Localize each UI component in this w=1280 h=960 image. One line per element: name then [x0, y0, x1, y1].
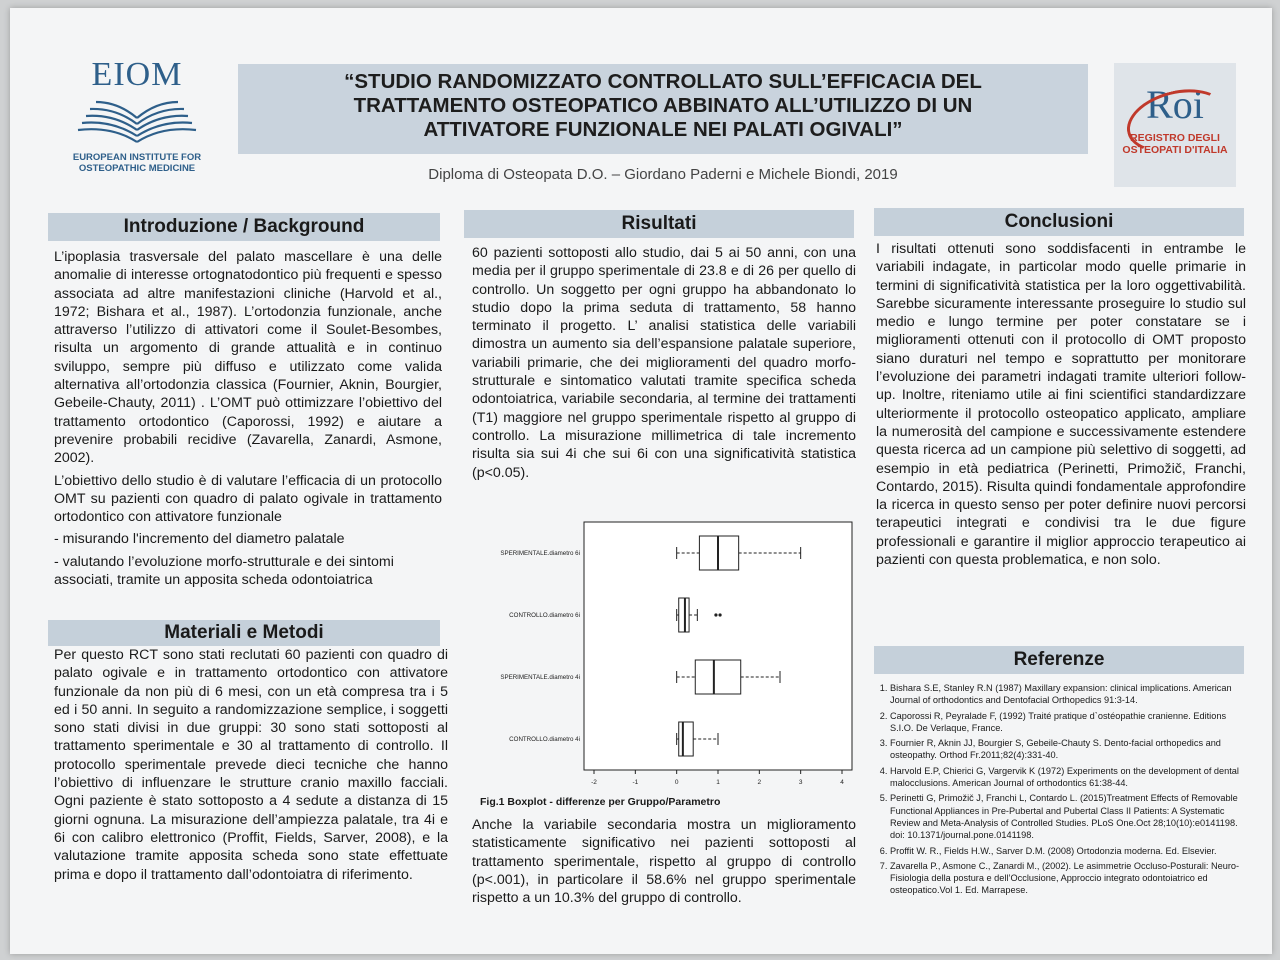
reference-item: 2. Caporossi R, Peyralade F, (1992) Traité pratique d`ostéopathie cranienne. Editions S.I.O. De Verlaque, France.	[890, 710, 1242, 735]
conclusions-body	[876, 240, 1246, 573]
reference-item: 4. Harvold E.P, Chierici G, Vargervik K (1972) Experiments on the development of dental malocclusions. American Journal of orthodontics 61:38-44.	[890, 765, 1242, 790]
box-iqr	[695, 660, 740, 694]
box-iqr	[699, 536, 738, 570]
boxplot-chart	[478, 520, 862, 816]
box-outlier	[718, 613, 721, 616]
references-ordered-list	[874, 682, 1242, 897]
results-heading: Risultati	[464, 210, 854, 238]
reference-item: 6. Proffit W. R., Fields H.W., Sarver D.M. (2008) Ortodonzia moderna. Ed. Elsevier.	[890, 845, 1242, 857]
box-outlier	[714, 613, 717, 616]
roi-logo-mark	[1114, 81, 1236, 128]
poster-subtitle: Diploma di Osteopata D.O. – Giordano Paderni e Michele Biondi, 2019	[428, 166, 898, 183]
roi-logo-line-1: REGISTRO DEGLI	[1130, 132, 1220, 144]
results-body-2	[472, 816, 856, 911]
title-line-1: “STUDIO RANDOMIZZATO CONTROLLATO SULL’EFFICACIA DEL	[344, 70, 982, 93]
intro-paragraph-1: L’ipoplasia trasversale del palato mascellare è una delle anomalie di interesse ortognatodontico più frequenti e spesso associata ad altre manifestazioni cliniche (Harvold et al., 1972; Bishara et al., 1987). L’ortodonzia funzionale, anche attraverso l’utilizzo di attivatori come il Soulet-Besombes, risulta un argomento di grande attualità e in continuo sviluppo, sempre più diffuso e utilizzato come valida alternativa all’ortodonzia classica (Fournier, Aknin, Bourgier, Gebeile-Chauty, 2011) . L’OMT può ottimizzare l’obiettivo del trattamento ortodontico (Caporossi, 1992) e aiutare a prevenire probabili recidive (Zavarella, Zanardi, Asmone, 2002).	[54, 249, 442, 467]
chart-caption: Fig.1 Boxplot - differenze per Gruppo/Parametro	[480, 796, 721, 808]
x-tick-label: 3	[798, 779, 803, 786]
eiom-logo-sub-1: EUROPEAN INSTITUTE FOR	[72, 152, 202, 163]
box-category-label: SPERIMENTALE.diametro 4i	[500, 674, 580, 681]
eiom-logo	[66, 56, 208, 196]
eiom-logo-mark: EIOM	[91, 56, 183, 93]
reference-item: 3. Fournier R, Aknin JJ, Bourgier S, Gebeile-Chauty S. Dento-facial orthopedics and osteopathy. Orthod Fr.2011;82(4):331-40.	[890, 737, 1242, 762]
x-tick-label: 1	[716, 779, 720, 786]
x-tick-label: -1	[632, 779, 639, 786]
methods-body	[54, 646, 448, 888]
results-body-1	[472, 244, 856, 486]
references-list	[874, 682, 1242, 900]
poster-title	[248, 70, 1078, 142]
results-paragraph-1: 60 pazienti sottoposti allo studio, dai 5 ai 50 anni, con una media per il gruppo sperimentale di 23.8 e di 26 per quello di controllo. Un soggetto per ogni gruppo ha abbandonato lo studio dopo la prima seduta di trattamento, 58 hanno terminato il progetto. L’ analisi statistica delle variabili dimostra un aumento sia dell’espansione palatale superiore, variabili primarie, che dei miglioramenti del quadro morfo-strutturale e sintomatico valutati tramite specifica scheda odontoiatrica, variabile secondaria, al termine dei trattamenti (T1) maggiore nel gruppo sperimentale rispetto al gruppo di controllo. La misurazione millimetrica di tale incremento risulta sia sui 4i che sui 6i con una significatività statistica (p<0.05).	[472, 245, 856, 481]
roi-logo	[1114, 63, 1236, 187]
x-tick-label: 2	[757, 779, 762, 786]
box-category-label: CONTROLLO.diametro 4i	[509, 736, 580, 743]
open-book-icon	[72, 96, 202, 146]
methods-heading: Materiali e Metodi	[48, 620, 440, 646]
roi-logo-text: Roi	[1146, 82, 1204, 127]
intro-bullet-2: - valutando l’evoluzione morfo-strutturale e dei sintomi associati, tramite un apposita scheda odontoiatrica	[54, 553, 394, 589]
x-tick-label: -2	[591, 779, 597, 786]
poster-title-box	[238, 64, 1088, 154]
results-paragraph-2: Anche la variabile secondaria mostra un miglioramento statisticamente significativo nei pazienti sottoposti al trattamento sperimentale, rispetto al gruppo di controllo (p<.001), in particolare il 58.6% nel gruppo sperimentale rispetto a un 10.3% del gruppo di controllo.	[472, 817, 856, 907]
intro-bullet-1: - misurando l'incremento del diametro palatale	[54, 531, 345, 548]
reference-item: 5. Perinetti G, Primožič J, Franchi L, Contardo L. (2015)Treatment Effects of Removable Functional Appliances in Pre-Pubertal and Pubertal Class II Patients: A Systematic Review and Meta-Analysis of Controlled Studies. PLoS One.Oct 28;10(10):e0141198. doi: 10.1371/journal.pone.0141198.	[890, 792, 1242, 841]
conclusions-heading: Conclusioni	[874, 208, 1244, 236]
eiom-logo-sub-2: OSTEOPATHIC MEDICINE	[78, 163, 196, 174]
references-heading: Referenze	[874, 646, 1244, 674]
boxplot-svg	[478, 520, 862, 796]
poster	[10, 8, 1272, 954]
box-category-label: SPERIMENTALE.diametro 6i	[500, 550, 580, 557]
intro-body	[54, 248, 442, 593]
reference-item: 7. Zavarella P., Asmone C., Zanardi M., (2002). Le asimmetrie Occluso-Posturali: Neuro-Fisiologia della postura e dell’Occlusione, Approccio integrato odontoiatrico ed osteopatico.Vol 1. Ed. Marrapese.	[890, 860, 1242, 897]
box-iqr	[679, 598, 689, 632]
intro-heading: Introduzione / Background	[48, 213, 440, 241]
x-tick-label: 0	[674, 779, 679, 786]
roi-logo-line-2: OSTEOPATI D'ITALIA	[1122, 144, 1228, 156]
methods-paragraph-1: Per questo RCT sono stati reclutati 60 pazienti con quadro di palato ogivale e in trattamento ortodontico con attivatore funzionale da non più di 6 mesi, con un età compresa tra i 5 ed i 50 anni. In seguito a randomizzazione semplice, i soggetti sono stati divisi in due gruppi: 30 sono stati sottoposti al trattamento sperimentale e 30 al trattamento di controllo. Il protocollo sperimentale prevede dieci tecniche che hanno l’obiettivo di influenzare le strutture cranio maxillo facciali. Ogni paziente è stato sottoposto a 4 sedute a distanza di 15 giorni ognuna. La misurazione dell’ampiezza palatale, tra 4i e 6i con calibro elettronico (Proffit, Fields, Sarver, 2008), e la valutazione tramite apposita scheda sono state effettuate prima e dopo il trattamento dall’odontoiatra di riferimento.	[54, 647, 448, 883]
title-line-3: ATTIVATORE FUNZIONALE NEI PALATI OGIVALI”	[423, 118, 903, 141]
conclusions-paragraph-1: I risultati ottenuti sono soddisfacenti in entrambe le variabili indagate, in particolar modo quelle primarie in termini di significatività statistica per la loro oggettivabilità. Sarebbe sicuramente interessante proseguire lo studio sul medio e lungo termine per poter constatare se i miglioramenti ottenuti con il protocollo di OMT proposto siano duraturi nel tempo e soprattutto per monitorare l’evoluzione dei parametri indagati tramite ulteriori follow-up. Inoltre, riteniamo utile ai fini scientifici standardizzare ulteriormente il protocollo osteopatico applicato, ampliare la numerosità del campione e successivamente estendere questa ricerca ad un campione più selettivo di soggetti, ad esempio in età pediatrica (Perinetti, Primožič, Franchi, Contardo, 2015). Risulta quindi fondamentale approfondire la ricerca in questo senso per poter definire nuovi percorsi terapeutici integrati e condivisi tra le due figure professionali e garantire il miglior approccio terapeutico ai pazienti con questa problematica, e non solo.	[876, 241, 1246, 569]
x-tick-label: 4	[840, 779, 844, 786]
reference-item: 1. Bishara S.E, Stanley R.N (1987) Maxillary expansion: clinical implications. American Journal of orthodontics and Dentofacial Orthopedics 91:3-14.	[890, 682, 1242, 707]
box-category-label: CONTROLLO.diametro 6i	[509, 612, 580, 619]
box-iqr	[679, 722, 693, 756]
intro-paragraph-2: L’obiettivo dello studio è di valutare l’efficacia di un protocollo OMT su pazienti con quadro di palato ogivale in trattamento ortodontico con attivatore funzionale	[54, 472, 442, 526]
title-line-2: TRATTAMENTO OSTEOPATICO ABBINATO ALL’UTILIZZO DI UN	[353, 94, 973, 117]
